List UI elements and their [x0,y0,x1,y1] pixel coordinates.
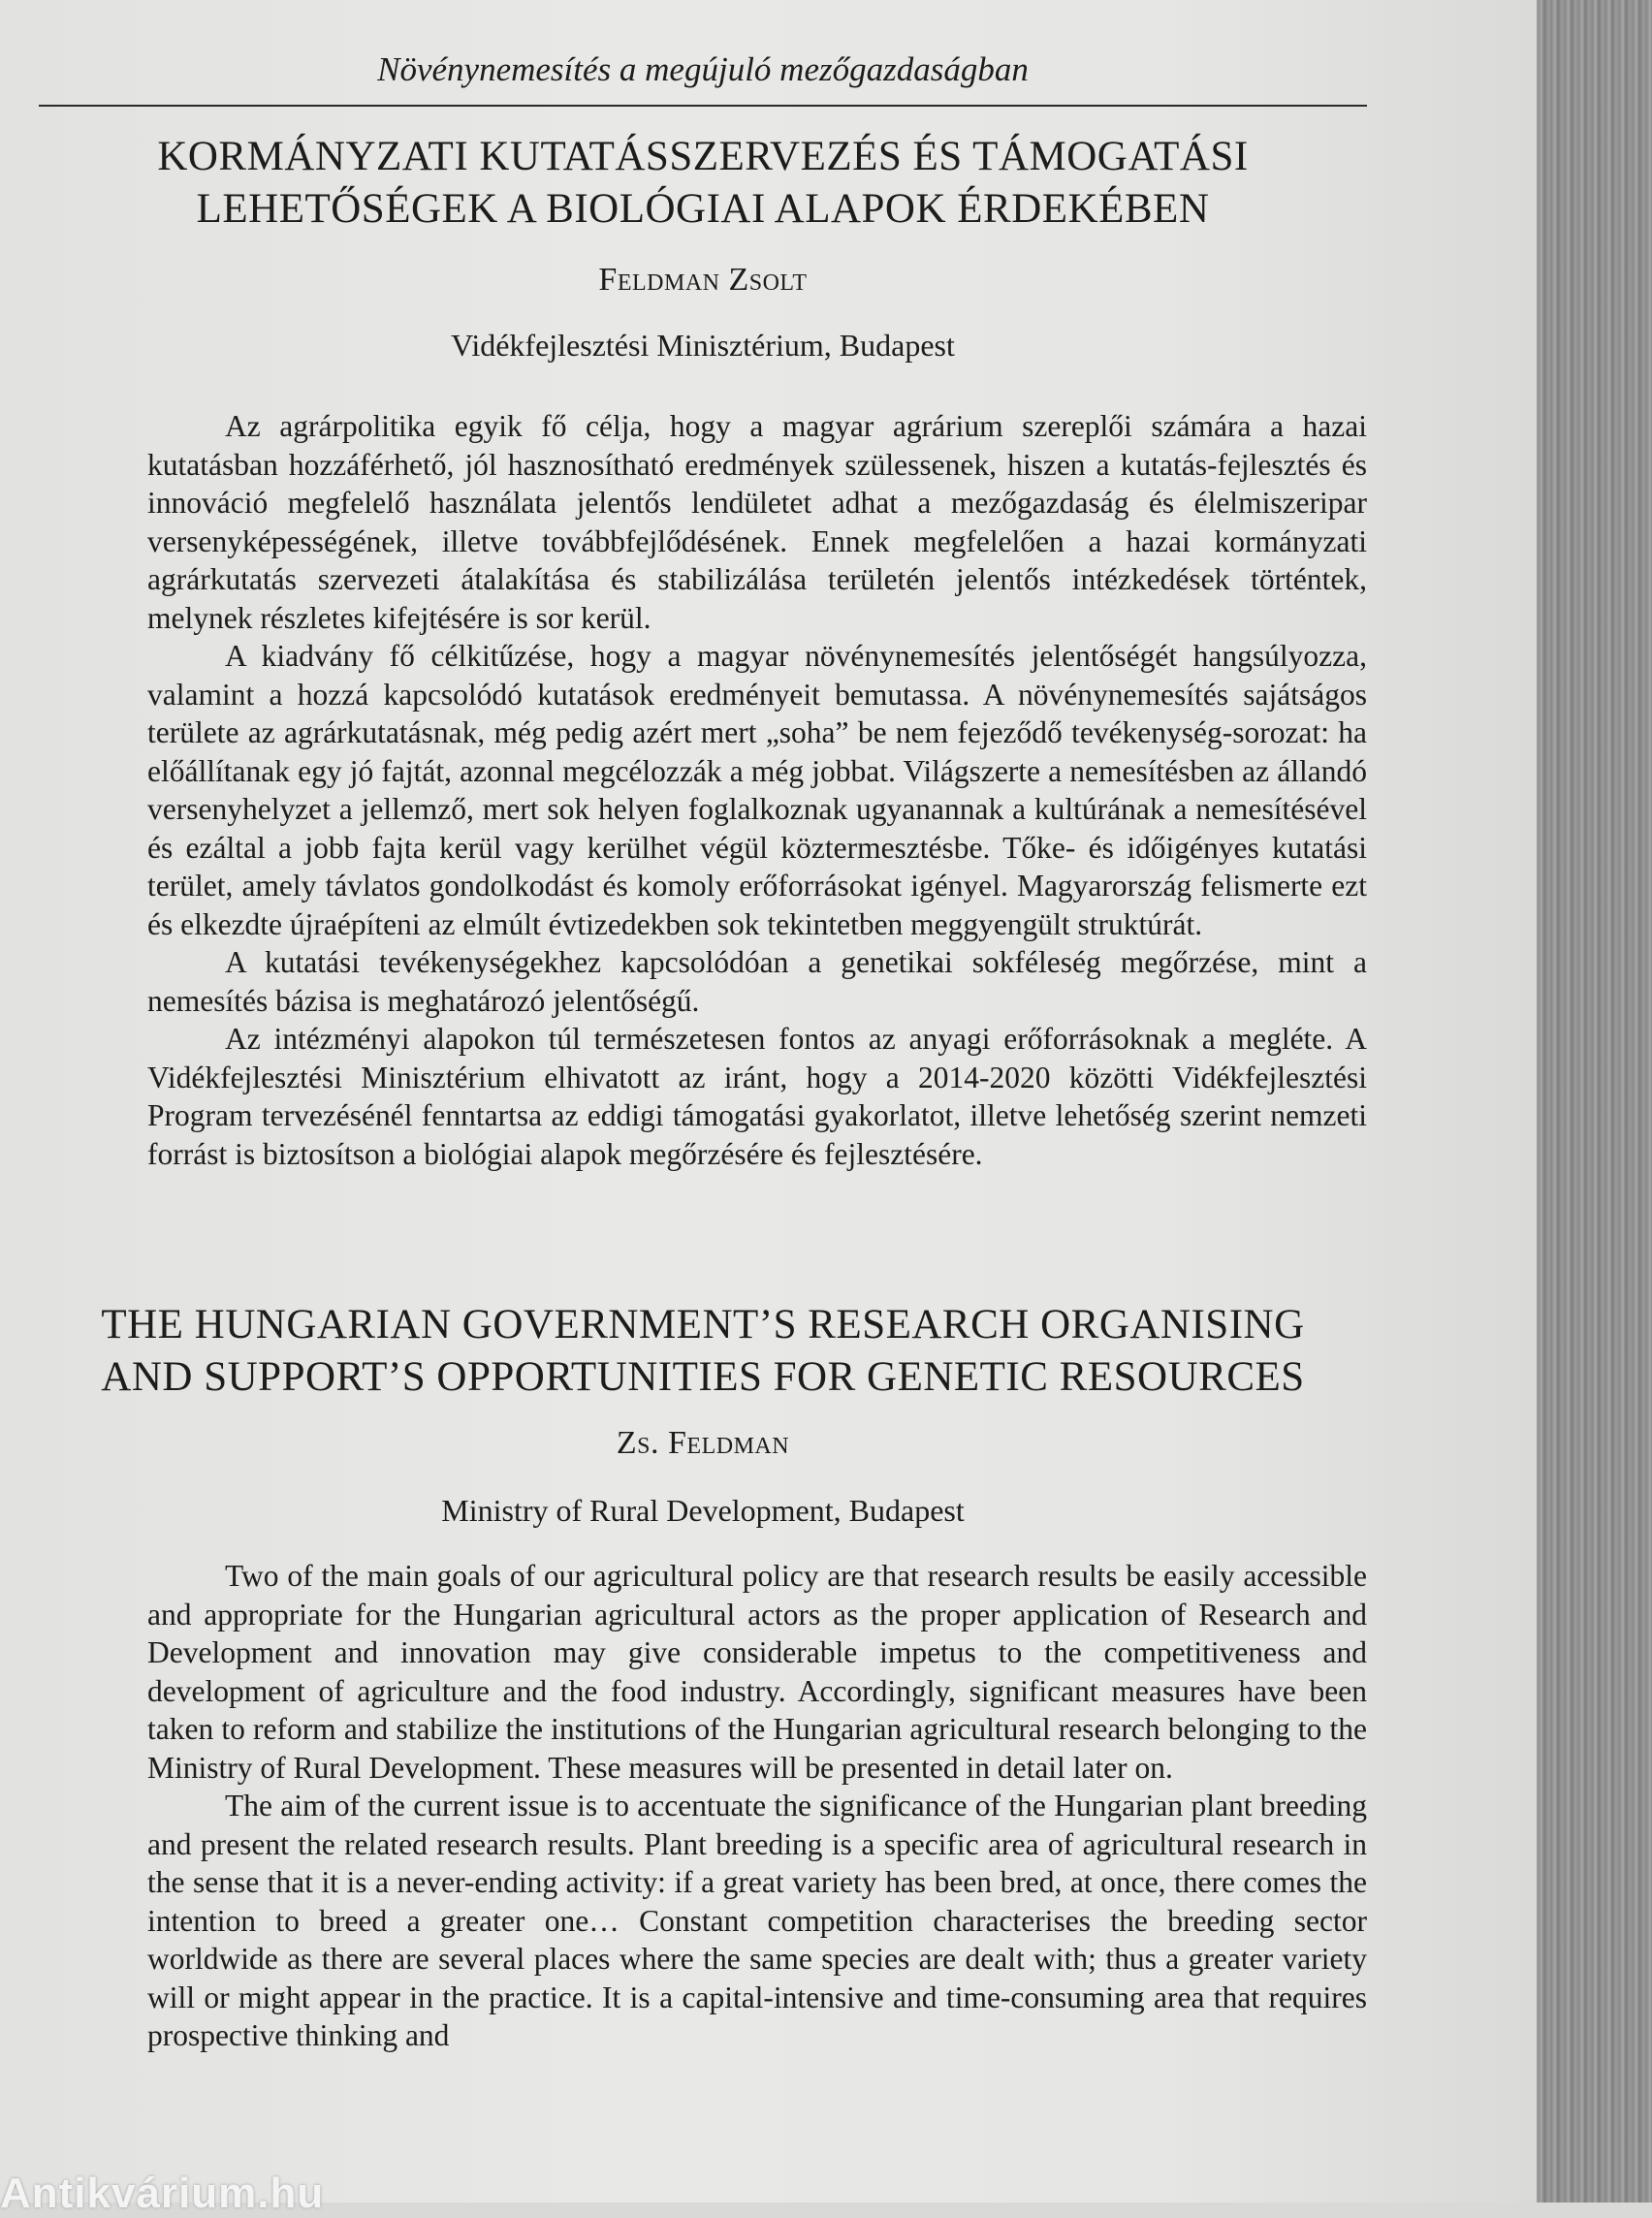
hungarian-title [78,131,1328,236]
book-spine-edge [1537,0,1652,2202]
hungarian-author: Feldman Zsolt [598,262,808,298]
english-affiliation: Ministry of Rural Development, Budapest [441,1493,965,1528]
english-title [39,1299,1367,1404]
hungarian-paragraph-3: A kutatási tevékenységekhez kapcsolódóan a genetikai sokféleség megőrzése, mint a nemesítés bázisa is meghatározó jelentőségű. [147,945,1367,1018]
hungarian-title-line-2: LEHETŐSÉGEK A BIOLÓGIAI ALAPOK ÉRDEKÉBEN [196,186,1210,232]
hungarian-paragraph-4: Az intézményi alapokon túl természetesen fontos az anyagi erőforrásoknak a megléte. A Vidékfejlesztési Minisztérium elhivatott az iránt, hogy a 2014-2020 közötti Vidékfejlesztési Program tervezésénél fenntartsa az eddigi támogatási gyakorlatot, illetve lehetőség szerint nemzeti forrást is biztosítson a biológiai alapok megőrzésére és fejlesztésére. [147,1022,1367,1171]
english-paragraph-1: Two of the main goals of our agricultural policy are that research results be easily accessible and appropriate for the Hungarian agricultural actors as the proper application of Research and Development and innovation may give considerable impetus to the competitiveness and development of agriculture and the food industry. Accordingly, significant measures have been taken to reform and stabilize the institutions of the Hungarian agricultural research belonging to the Ministry of Rural Development. These measures will be presented in detail later on. [147,1559,1367,1785]
hungarian-abstract [147,407,1367,1173]
hungarian-affiliation: Vidékfejlesztési Minisztérium, Budapest [451,328,955,363]
english-title-line-1: THE HUNGARIAN GOVERNMENT’S RESEARCH ORGANISING [101,1302,1305,1347]
english-abstract [147,1557,1367,2055]
hungarian-title-line-1: KORMÁNYZATI KUTATÁSSZERVEZÉS ÉS TÁMOGATÁSI [157,134,1249,179]
english-paragraph-2: The aim of the current issue is to accentuate the significance of the Hungarian plant breeding and present the related research results. Plant breeding is a specific area of agricultural research in the sense that it is a never-ending activity: if a great variety has been bred, at once, there comes the intention to breed a greater one… Constant competition characterises the breeding sector worldwide as there are several places where the same species are dealt with; thus a greater variety will or might appear in the practice. It is a capital-intensive and time-consuming area that requires prospective thinking and [147,1789,1367,2052]
hungarian-paragraph-1: Az agrárpolitika egyik fő célja, hogy a magyar agrárium szereplői számára a hazai kutatásban hozzáférhető, jól hasznosítható eredmények szülessenek, hiszen a kutatás-fejlesztés és innováció megfelelő használata jelentős lendületet adhat a mezőgazdaság és élelmiszeripar versenyképességének, illetve továbbfejlődésének. Ennek megfelelően a hazai kormányzati agrárkutatás szervezeti átalakítása és stabilizálása területén jelentős intézkedések történtek, melynek részletes kifejtésére is sor kerül. [147,409,1367,635]
english-title-line-2: AND SUPPORT’S OPPORTUNITIES FOR GENETIC RESOURCES [101,1354,1305,1400]
running-head: Növénynemesítés a megújuló mezőgazdaságban [377,50,1029,88]
hungarian-paragraph-2: A kiadvány fő célkitűzése, hogy a magyar növénynemesítés jelentőségét hangsúlyozza, valamint a hozzá kapcsolódó kutatások eredményeit bemutassa. A növénynemesítés sajátságos területe az agrárkutatásnak, még pedig azért mert „soha” be nem fejeződő tevékenység-sorozat: ha előállítanak egy jó fajtát, azonnal megcélozzák a még jobbat. Világszerte a nemesítésben az állandó versenyhelyzet a jellemző, mert sok helyen foglalkoznak ugyanannak a kultúrának a nemesítésével és ezáltal a jobb fajta kerül vagy kerülhet végül köztermesztésbe. Tőke- és időigényes kutatási terület, amely távlatos gondolkodást és komoly erőforrásokat igényel. Magyarország felismerte ezt és elkezdte újraépíteni az elmúlt évtizedekben sok tekintetben meggyengült struktúrát. [147,639,1367,941]
english-author: Zs. Feldman [616,1425,790,1461]
header-rule [39,105,1367,107]
watermark-logo: Antikvárium.hu [0,2170,325,2217]
